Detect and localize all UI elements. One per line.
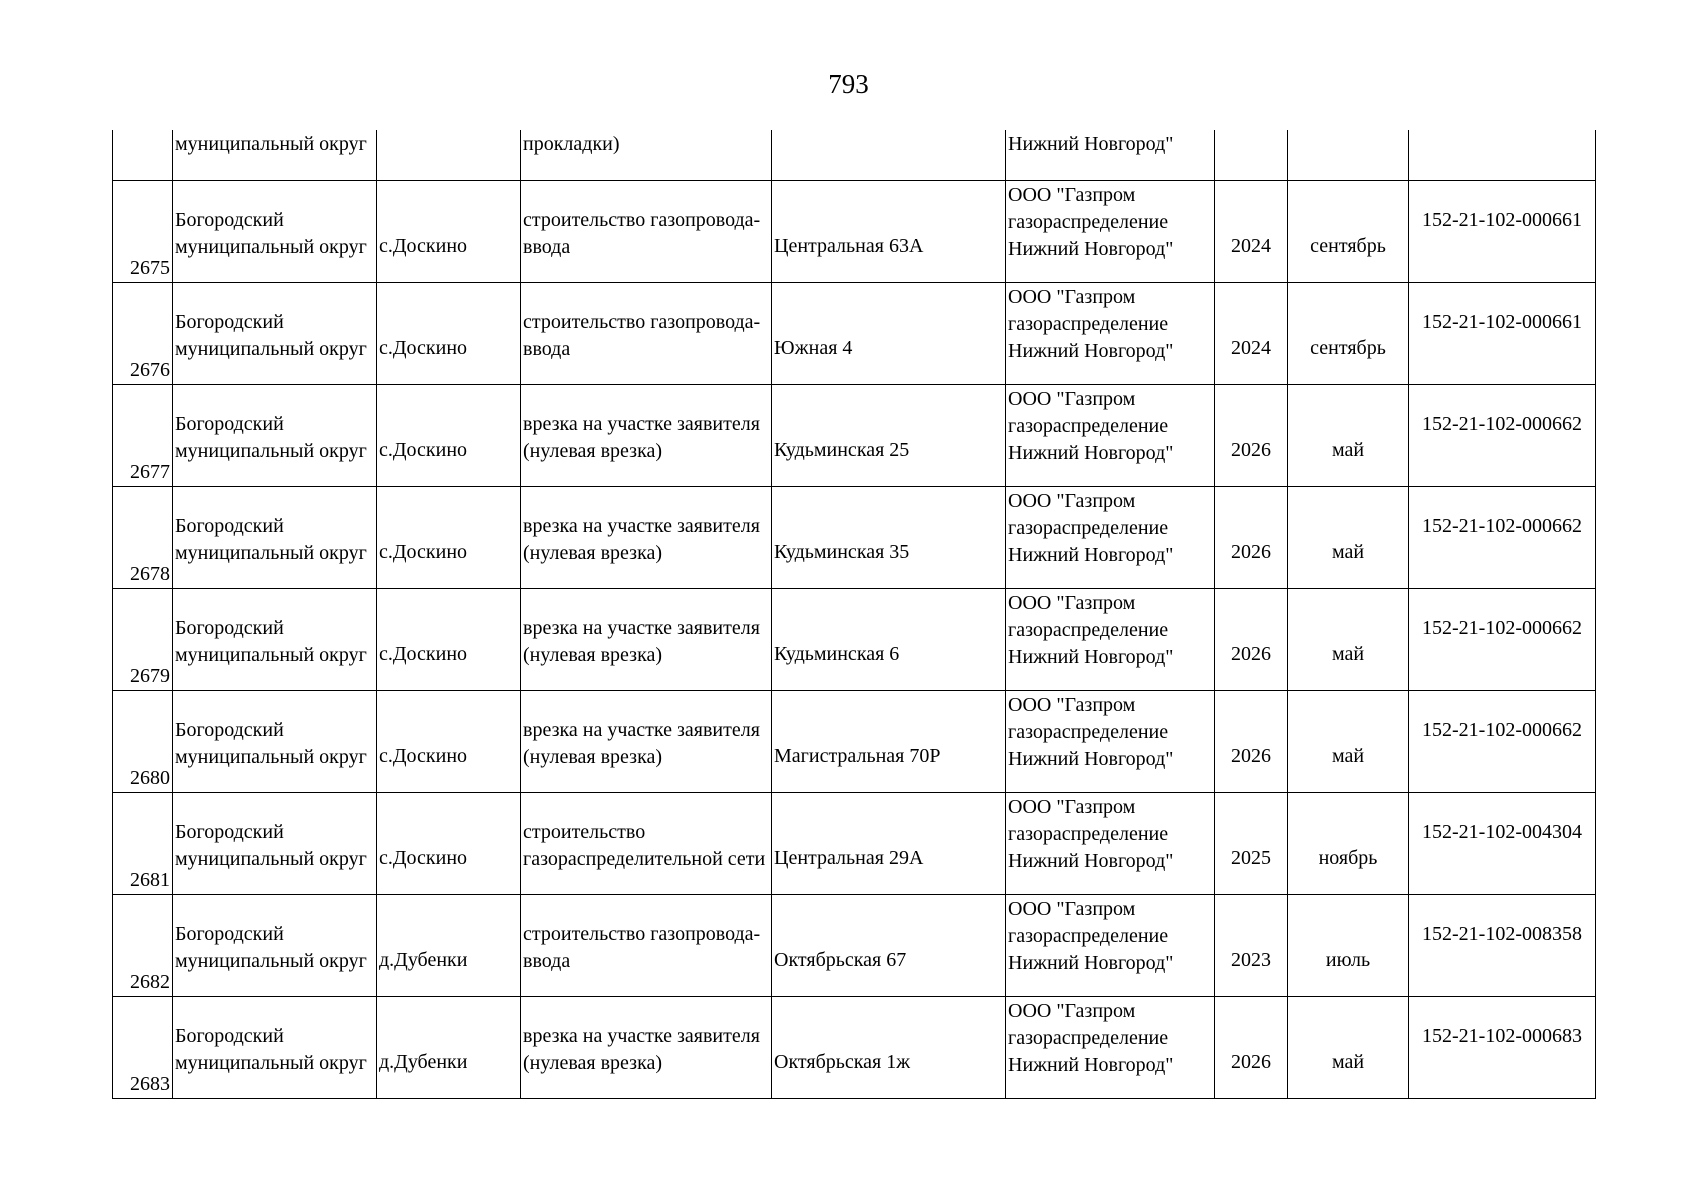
- field-year: 2025: [1231, 847, 1271, 869]
- field-area-2: муниципальный округ: [175, 950, 367, 972]
- field-settlement: с.Доскино: [379, 235, 468, 257]
- cell-organization: [1006, 589, 1215, 691]
- table-row: [113, 487, 1596, 589]
- cell-settlement: [377, 793, 521, 895]
- cell-code: [1409, 793, 1596, 895]
- cell-work: [521, 691, 772, 793]
- field-area-1: Богородский: [175, 923, 284, 945]
- field-settlement: с.Доскино: [379, 847, 468, 869]
- field-settlement: д.Дубенки: [379, 1051, 468, 1073]
- cell-address: [772, 793, 1006, 895]
- cell-settlement: [377, 895, 521, 997]
- cell-number: [113, 130, 173, 181]
- cell-work: [521, 589, 772, 691]
- page-number: 793: [828, 69, 869, 99]
- field-address: Центральная 63А: [774, 235, 924, 257]
- cell-settlement: [377, 130, 521, 181]
- cell-address: [772, 997, 1006, 1099]
- cell-code: [1409, 589, 1596, 691]
- field-num: 2678: [130, 563, 170, 585]
- cell-number: [113, 997, 173, 1099]
- field-org-3: Нижний Новгород": [1008, 238, 1174, 260]
- field-code: 152-21-102-000662: [1422, 413, 1582, 435]
- cell-year: [1215, 487, 1288, 589]
- table-row: [113, 895, 1596, 997]
- cell-month: [1288, 385, 1409, 487]
- field-work-1: строительство газопровода-: [523, 311, 761, 333]
- cell-area: [173, 589, 377, 691]
- field-month: май: [1331, 541, 1365, 563]
- cell-organization: [1006, 895, 1215, 997]
- field-month: май: [1331, 745, 1365, 767]
- field-code: 152-21-102-004304: [1422, 821, 1582, 843]
- cell-organization: Нижний Новгород": [1006, 130, 1215, 181]
- cell-address: [772, 283, 1006, 385]
- field-area-2: муниципальный округ: [175, 1052, 367, 1074]
- field-org-1: ООО "Газпром: [1008, 694, 1136, 716]
- cell-month: [1288, 283, 1409, 385]
- cell-year: [1215, 997, 1288, 1099]
- cell-code: [1409, 385, 1596, 487]
- cell-work: [521, 385, 772, 487]
- field-area-2: муниципальный округ: [175, 644, 367, 666]
- cell-work: прокладки): [521, 130, 772, 181]
- cell-number: [113, 691, 173, 793]
- field-num: 2679: [130, 665, 170, 687]
- cell-work: [521, 793, 772, 895]
- cell-year: [1215, 691, 1288, 793]
- field-year: 2026: [1231, 439, 1271, 461]
- field-year: 2023: [1231, 949, 1271, 971]
- cell-month: [1288, 691, 1409, 793]
- field-address: Кудьминская 6: [774, 643, 900, 665]
- cell-code: [1409, 487, 1596, 589]
- cell-organization: [1006, 997, 1215, 1099]
- field-year: 2024: [1231, 235, 1271, 257]
- table-row: [113, 283, 1596, 385]
- field-work-2: (нулевая врезка): [523, 746, 663, 768]
- field-org-3: Нижний Новгород": [1008, 1054, 1174, 1076]
- cell-number: [113, 589, 173, 691]
- field-area-2: муниципальный округ: [175, 338, 367, 360]
- cell-year: [1215, 589, 1288, 691]
- cell-code: [1409, 130, 1596, 181]
- field-work-2: ввода: [523, 236, 571, 258]
- cell-month: [1288, 487, 1409, 589]
- cell-organization: [1006, 487, 1215, 589]
- field-work-2: (нулевая врезка): [523, 440, 663, 462]
- field-area-1: Богородский: [175, 719, 284, 741]
- cell-number: [113, 487, 173, 589]
- cell-settlement: [377, 385, 521, 487]
- field-month: май: [1331, 643, 1365, 665]
- cell-year: [1215, 181, 1288, 283]
- field-area-1: Богородский: [175, 1025, 284, 1047]
- cell-settlement: [377, 997, 521, 1099]
- field-work-2: ввода: [523, 338, 571, 360]
- cell-month: [1288, 997, 1409, 1099]
- field-org-1: ООО "Газпром: [1008, 898, 1136, 920]
- field-org-1: ООО "Газпром: [1008, 1000, 1136, 1022]
- cell-month: [1288, 895, 1409, 997]
- field-year: 2026: [1231, 745, 1271, 767]
- field-org-2: газораспределение: [1008, 517, 1169, 539]
- field-org-3: Нижний Новгород": [1008, 646, 1174, 668]
- cell-number: [113, 385, 173, 487]
- field-address: Магистральная 70Р: [774, 745, 941, 767]
- field-work-2: (нулевая врезка): [523, 644, 663, 666]
- cell-work: [521, 487, 772, 589]
- cell-area: [173, 793, 377, 895]
- cell-work: [521, 283, 772, 385]
- field-month: июль: [1325, 949, 1371, 971]
- cell-area: [173, 691, 377, 793]
- cell-settlement: [377, 487, 521, 589]
- field-area-1: Богородский: [175, 413, 284, 435]
- field-month: май: [1331, 439, 1365, 461]
- field-area-1: Богородский: [175, 311, 284, 333]
- field-month: май: [1331, 1051, 1365, 1073]
- cell-code: [1409, 997, 1596, 1099]
- cell-settlement: [377, 283, 521, 385]
- field-code: 152-21-102-000662: [1422, 719, 1582, 741]
- field-org-2: газораспределение: [1008, 721, 1169, 743]
- field-area-1: Богородский: [175, 209, 284, 231]
- field-work-2: (нулевая врезка): [523, 1052, 663, 1074]
- field-code: 152-21-102-000661: [1422, 209, 1582, 231]
- cell-code: [1409, 895, 1596, 997]
- field-year: 2026: [1231, 541, 1271, 563]
- field-area-2: муниципальный округ: [175, 848, 367, 870]
- cell-month: [1288, 181, 1409, 283]
- table-row: [113, 793, 1596, 895]
- cell-year: [1215, 283, 1288, 385]
- field-work-2: ввода: [523, 950, 571, 972]
- field-num: 2676: [130, 359, 170, 381]
- field-area-2: муниципальный округ: [175, 236, 367, 258]
- cell-address: [772, 691, 1006, 793]
- field-settlement: д.Дубенки: [379, 949, 468, 971]
- field-area-1: Богородский: [175, 617, 284, 639]
- cell-organization: [1006, 283, 1215, 385]
- continuation-row: [113, 130, 1596, 181]
- field-num: 2675: [130, 257, 170, 279]
- field-org-3: Нижний Новгород": [1008, 748, 1174, 770]
- field-area-2: муниципальный округ: [175, 542, 367, 564]
- cell-work: [521, 895, 772, 997]
- table-row: [113, 589, 1596, 691]
- field-org-3: Нижний Новгород": [1008, 442, 1174, 464]
- cell-year: [1215, 895, 1288, 997]
- cell-area: [173, 895, 377, 997]
- field-org-2: газораспределение: [1008, 313, 1169, 335]
- cell-organization: [1006, 793, 1215, 895]
- field-org-2: газораспределение: [1008, 415, 1169, 437]
- field-address: Кудьминская 35: [774, 541, 910, 563]
- register-table: [112, 130, 1596, 1099]
- cell-area: [173, 385, 377, 487]
- field-num: 2682: [130, 971, 170, 993]
- field-org-2: газораспределение: [1008, 619, 1169, 641]
- cell-area: муниципальный округ: [173, 130, 377, 181]
- cell-area: [173, 181, 377, 283]
- field-code: 152-21-102-000662: [1422, 515, 1582, 537]
- cell-organization: [1006, 385, 1215, 487]
- cell-address: [772, 181, 1006, 283]
- field-work-1: врезка на участке заявителя: [523, 413, 760, 435]
- cell-address: [772, 487, 1006, 589]
- cell-organization: [1006, 691, 1215, 793]
- field-work-1: строительство газопровода-: [523, 209, 761, 231]
- cell-address: [772, 385, 1006, 487]
- field-org-2: газораспределение: [1008, 925, 1169, 947]
- cell-year: [1215, 385, 1288, 487]
- field-num: 2680: [130, 767, 170, 789]
- cell-code: [1409, 283, 1596, 385]
- field-code: 152-21-102-000661: [1422, 311, 1582, 333]
- cell-address: [772, 895, 1006, 997]
- field-org-1: ООО "Газпром: [1008, 184, 1136, 206]
- field-year: 2026: [1231, 1051, 1271, 1073]
- field-org-1: ООО "Газпром: [1008, 490, 1136, 512]
- cell-settlement: [377, 691, 521, 793]
- field-address: Октябрьская 67: [774, 949, 907, 971]
- field-settlement: с.Доскино: [379, 337, 468, 359]
- field-code: 152-21-102-000683: [1422, 1025, 1582, 1047]
- field-work-2: (нулевая врезка): [523, 542, 663, 564]
- field-work-1: врезка на участке заявителя: [523, 617, 760, 639]
- field-org-2: газораспределение: [1008, 1027, 1169, 1049]
- field-work-1: врезка на участке заявителя: [523, 719, 760, 741]
- field-work-2: газораспределительной сети: [523, 848, 766, 870]
- field-area-1: Богородский: [175, 821, 284, 843]
- field-org-3: Нижний Новгород": [1008, 850, 1174, 872]
- field-year: 2024: [1231, 337, 1271, 359]
- field-area-1: Богородский: [175, 515, 284, 537]
- cell-work: [521, 997, 772, 1099]
- field-code: 152-21-102-008358: [1422, 923, 1582, 945]
- cell-area: [173, 283, 377, 385]
- table-row: [113, 385, 1596, 487]
- field-settlement: с.Доскино: [379, 745, 468, 767]
- field-org-1: ООО "Газпром: [1008, 388, 1136, 410]
- field-address: Кудьминская 25: [774, 439, 910, 461]
- field-area-2: муниципальный округ: [175, 746, 367, 768]
- cell-address: [772, 589, 1006, 691]
- field-org-1: ООО "Газпром: [1008, 286, 1136, 308]
- cell-number: [113, 793, 173, 895]
- field-org-3: Нижний Новгород": [1008, 544, 1174, 566]
- field-address: Центральная 29А: [774, 847, 924, 869]
- cell-month: [1288, 589, 1409, 691]
- field-address: Южная 4: [774, 337, 853, 359]
- field-org-1: ООО "Газпром: [1008, 796, 1136, 818]
- field-work-1: строительство газопровода-: [523, 923, 761, 945]
- field-month: сентябрь: [1310, 337, 1386, 359]
- field-org-1: ООО "Газпром: [1008, 592, 1136, 614]
- field-month: ноябрь: [1318, 847, 1378, 869]
- cell-number: [113, 895, 173, 997]
- cell-month: [1288, 130, 1409, 181]
- cell-year: [1215, 130, 1288, 181]
- field-year: 2026: [1231, 643, 1271, 665]
- field-org-2: газораспределение: [1008, 211, 1169, 233]
- cell-code: [1409, 181, 1596, 283]
- field-work-1: врезка на участке заявителя: [523, 515, 760, 537]
- field-settlement: с.Доскино: [379, 541, 468, 563]
- field-num: 2683: [130, 1073, 170, 1095]
- cell-year: [1215, 793, 1288, 895]
- cell-organization: [1006, 181, 1215, 283]
- field-work-1: строительство: [523, 821, 646, 843]
- field-code: 152-21-102-000662: [1422, 617, 1582, 639]
- field-month: сентябрь: [1310, 235, 1386, 257]
- cell-work: [521, 181, 772, 283]
- field-org-2: газораспределение: [1008, 823, 1169, 845]
- field-org-3: Нижний Новгород": [1008, 952, 1174, 974]
- table-row: [113, 181, 1596, 283]
- field-org-3: Нижний Новгород": [1008, 340, 1174, 362]
- cell-area: [173, 997, 377, 1099]
- field-settlement: с.Доскино: [379, 439, 468, 461]
- cell-address: [772, 130, 1006, 181]
- cell-settlement: [377, 181, 521, 283]
- field-work-1: врезка на участке заявителя: [523, 1025, 760, 1047]
- field-settlement: с.Доскино: [379, 643, 468, 665]
- table-row: [113, 997, 1596, 1099]
- cell-code: [1409, 691, 1596, 793]
- cell-number: [113, 181, 173, 283]
- table-row: [113, 691, 1596, 793]
- field-address: Октябрьская 1ж: [774, 1051, 911, 1073]
- field-area-2: муниципальный округ: [175, 440, 367, 462]
- field-num: 2681: [130, 869, 170, 891]
- cell-number: [113, 283, 173, 385]
- cell-settlement: [377, 589, 521, 691]
- cell-area: [173, 487, 377, 589]
- cell-month: [1288, 793, 1409, 895]
- field-num: 2677: [130, 461, 170, 483]
